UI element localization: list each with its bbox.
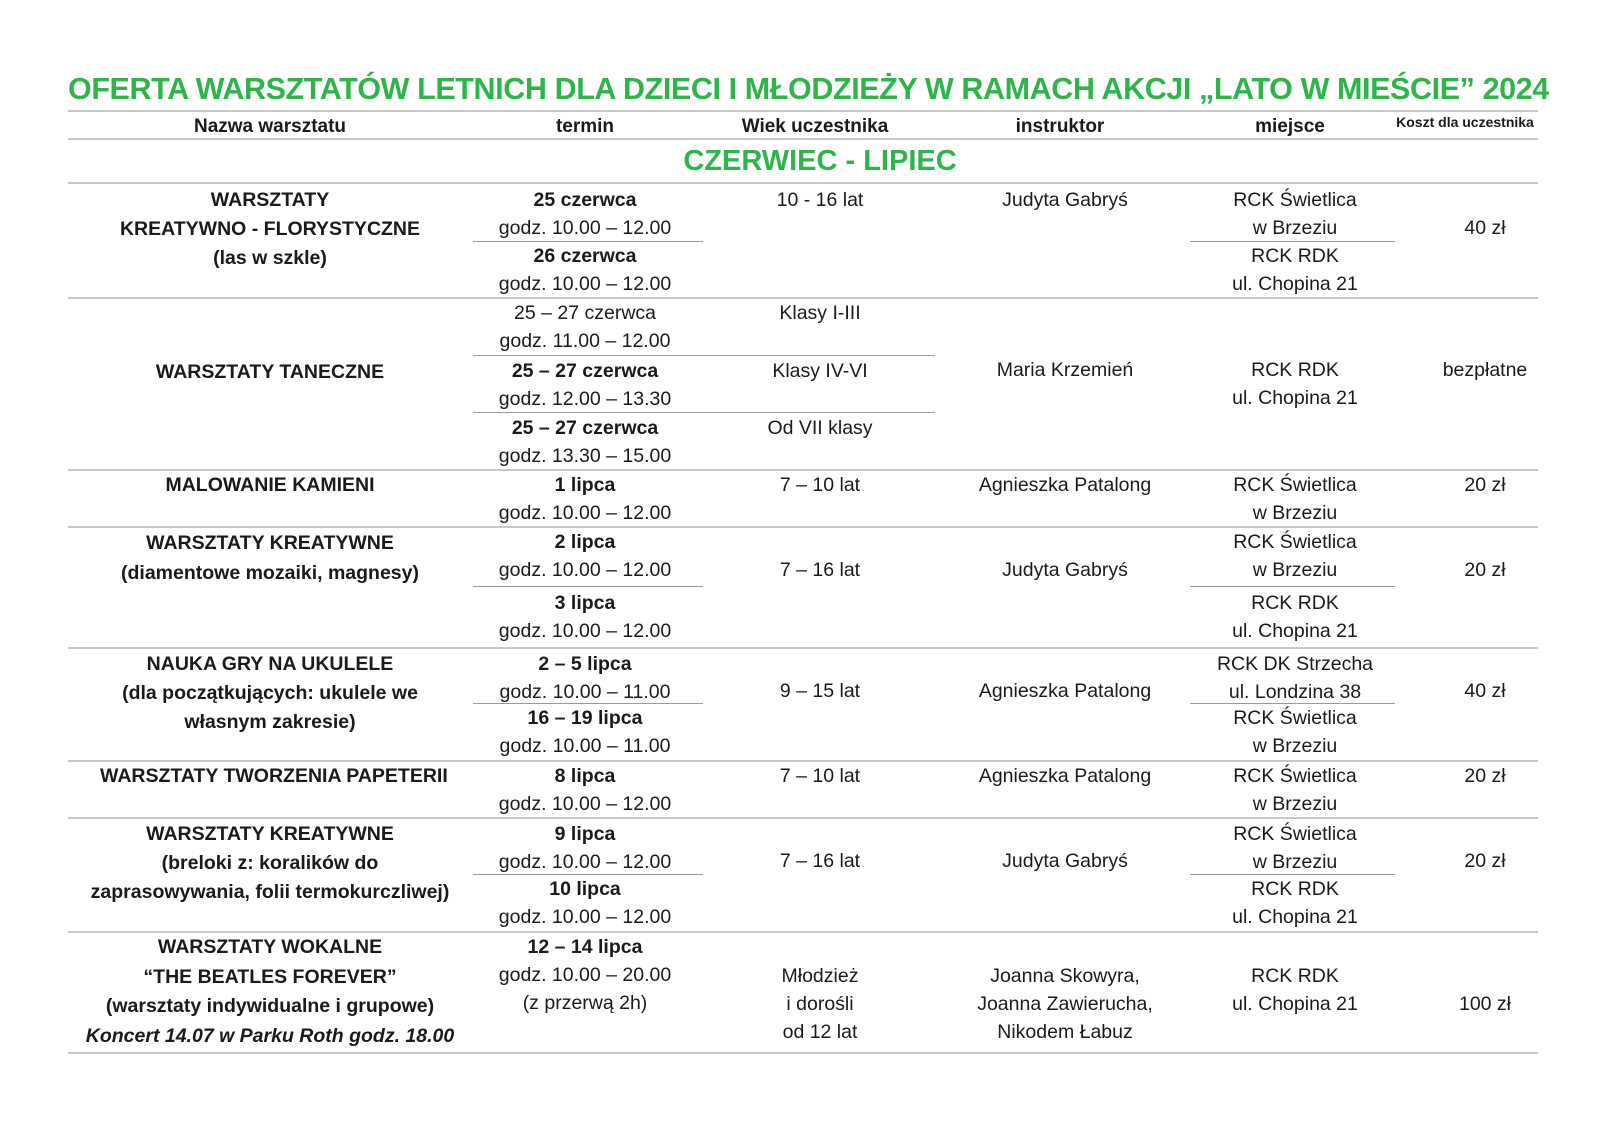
row-3-date: 1 lipca godz. 10.00 – 12.00 <box>498 474 672 524</box>
row-2-date-1: 25 – 27 czerwca godz. 11.00 – 12.00 <box>499 302 671 352</box>
row-8-date: 12 – 14 lipca godz. 10.00 – 20.00 (z przerwą 2h) <box>498 936 672 1014</box>
row-2-name: WARSZTATY TANECZNE <box>155 361 385 383</box>
row-5-name: NAUKA GRY NA UKULELE (dla początkujących: ukulele we własnym zakresie) <box>122 653 418 733</box>
row-4-date-1: 2 lipca godz. 10.00 – 12.00 <box>498 531 672 581</box>
row-7-name: WARSZTATY KREATYWNE (breloki z: koralików do zaprasowywania, folii termokurczliwej) <box>90 823 450 903</box>
table-bottom-line <box>68 1052 1538 1054</box>
row-7-age: 7 – 16 lat <box>779 850 861 872</box>
row-4-name: WARSZTATY KREATYWNE (diamentowe mozaiki, magnesy) <box>121 532 419 584</box>
header-bottom-line <box>68 138 1538 140</box>
row-4-place-2: RCK RDK ul. Chopina 21 <box>1232 592 1358 642</box>
row-5-instructor: Agnieszka Patalong <box>978 680 1152 702</box>
header-instructor: instruktor <box>1015 116 1105 137</box>
sub-separator <box>473 412 935 413</box>
header-age: Wiek uczestnika <box>741 116 889 137</box>
section-title: CZERWIEC - LIPIEC <box>683 145 957 177</box>
row-8-place: RCK RDK ul. Chopina 21 <box>1232 965 1358 1015</box>
header-name: Nazwa warsztatu <box>193 116 347 137</box>
row-5-cost: 40 zł <box>1464 680 1506 702</box>
row-4-cost: 20 zł <box>1464 559 1506 581</box>
row-4-instructor: Judyta Gabryś <box>1002 559 1128 581</box>
row-7-place-1: RCK Świetlica w Brzeziu <box>1233 823 1357 873</box>
row-8-name: WARSZTATY WOKALNE “THE BEATLES FOREVER” (warsztaty indywidualne i grupowe) Koncert 14.07 w Parku Roth godz. 18.00 <box>85 936 455 1047</box>
row-5-place-1: RCK DK Strzecha ul. Londzina 38 <box>1216 653 1374 703</box>
header-cost: Koszt dla uczestnika <box>1396 114 1534 130</box>
page-title: OFERTA WARSZTATÓW LETNICH DLA DZIECI I MŁODZIEŻY W RAMACH AKCJI „LATO W MIEŚCIE” 2024 <box>68 72 1549 106</box>
row-6-age: 7 – 10 lat <box>779 765 861 787</box>
row-6-place: RCK Świetlica w Brzeziu <box>1233 765 1357 815</box>
row-5-date-1: 2 – 5 lipca godz. 10.00 – 11.00 <box>499 653 671 703</box>
row-2-date-2: 25 – 27 czerwca godz. 12.00 – 13.30 <box>498 360 672 410</box>
row-1-place-2: RCK RDK ul. Chopina 21 <box>1232 245 1358 295</box>
row-3-age: 7 – 10 lat <box>779 474 861 496</box>
row-7-cost: 20 zł <box>1464 850 1506 872</box>
row-5-place-2: RCK Świetlica w Brzeziu <box>1233 707 1357 757</box>
row-1-age: 10 - 16 lat <box>776 189 864 211</box>
sub-separator <box>473 586 703 587</box>
row-2-place: RCK RDK ul. Chopina 21 <box>1232 359 1358 409</box>
row-2-instructor: Maria Krzemień <box>996 359 1134 381</box>
header-date: termin <box>555 116 615 137</box>
sub-separator <box>1190 586 1395 587</box>
row-1-date-2: 26 czerwca godz. 10.00 – 12.00 <box>498 245 672 295</box>
row-7-date-1: 9 lipca godz. 10.00 – 12.00 <box>498 823 672 873</box>
row-5-date-2: 16 – 19 lipca godz. 10.00 – 11.00 <box>499 707 671 757</box>
row-8-cost: 100 zł <box>1458 993 1512 1015</box>
row-2-age-2: Klasy IV-VI <box>772 360 868 382</box>
row-2-date-3: 25 – 27 czerwca godz. 13.30 – 15.00 <box>498 417 672 467</box>
row-7-date-2: 10 lipca godz. 10.00 – 12.00 <box>498 878 672 928</box>
sub-separator <box>473 355 935 356</box>
row-6-date: 8 lipca godz. 10.00 – 12.00 <box>498 765 672 815</box>
table-top-line <box>68 110 1538 112</box>
row-4-age: 7 – 16 lat <box>779 559 861 581</box>
header-place: miejsce <box>1255 116 1325 137</box>
row-1-place-1: RCK Świetlica w Brzeziu <box>1233 189 1357 239</box>
row-7-place-2: RCK RDK ul. Chopina 21 <box>1232 878 1358 928</box>
row-5-age: 9 – 15 lat <box>779 680 861 702</box>
section-bottom-line <box>68 182 1538 184</box>
row-8-instructor: Joanna Skowyra, Joanna Zawierucha, Nikodem Łabuz <box>977 965 1153 1043</box>
row-1-date-1: 25 czerwca godz. 10.00 – 12.00 <box>498 189 672 239</box>
row-2-age-1: Klasy I-III <box>779 302 861 324</box>
row-6-cost: 20 zł <box>1464 765 1506 787</box>
row-2-age-3: Od VII klasy <box>767 417 873 439</box>
row-1-name: WARSZTATY KREATYWNO - FLORYSTYCZNE (las w szkle) <box>119 189 421 269</box>
row-3-instructor: Agnieszka Patalong <box>978 474 1152 496</box>
row-3-name: MALOWANIE KAMIENI <box>165 474 375 496</box>
row-separator <box>68 647 1538 649</box>
row-3-place: RCK Świetlica w Brzeziu <box>1233 474 1357 524</box>
row-1-cost: 40 zł <box>1464 217 1506 239</box>
row-4-place-1: RCK Świetlica w Brzeziu <box>1233 531 1357 581</box>
row-3-cost: 20 zł <box>1464 474 1506 496</box>
row-4-date-2: 3 lipca godz. 10.00 – 12.00 <box>498 592 672 642</box>
row-2-cost: bezpłatne <box>1442 359 1528 381</box>
row-6-name: WARSZTATY TWORZENIA PAPETERII <box>100 765 448 787</box>
row-1-instructor: Judyta Gabryś <box>1002 189 1128 211</box>
row-6-instructor: Agnieszka Patalong <box>978 765 1152 787</box>
row-8-age: Młodzież i dorośli od 12 lat <box>781 965 859 1043</box>
row-7-instructor: Judyta Gabryś <box>1002 850 1128 872</box>
